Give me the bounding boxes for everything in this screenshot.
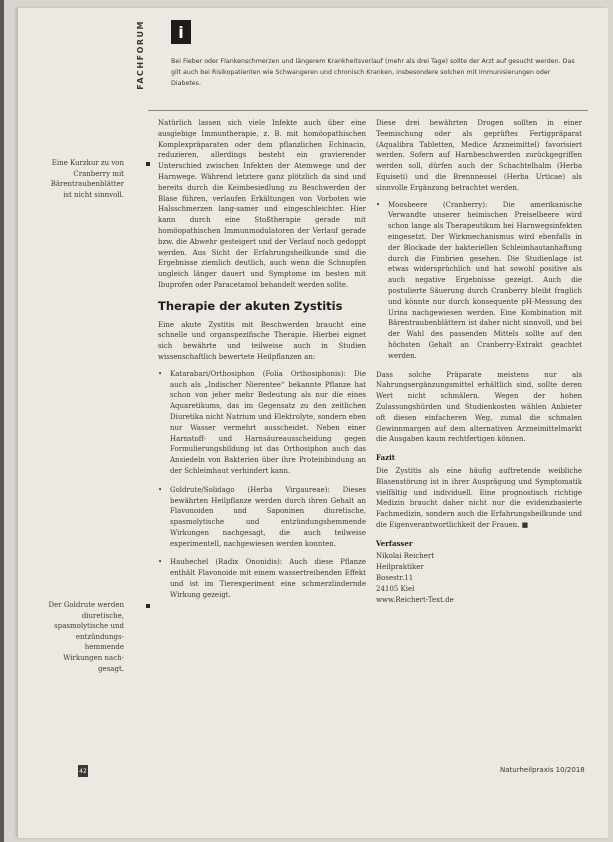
margin-marker (146, 604, 150, 608)
fazit-heading: Fazit (376, 453, 395, 463)
list-item: • Hauhechel (Radix Ononidis): Auch diese Pflanze enthält Flavonoide mit einem wassertreibenden Effekt und ist im Tierexperiment eine schmerzlindernde Wirkung gezeigt. (158, 557, 366, 600)
info-text: Bei Fieber oder Flankenschmerzen und längerem Krankheitsverlauf (mehr als drei Tage) sollte der Arzt auf gesucht werden. Das gilt auch bei Risikopatienten wie Schwangeren und chronisch Kranken, insbesondere solchen mit Immunisierungen oder Diabetes. (171, 58, 575, 87)
author-website[interactable]: www.Reichert-Text.de (376, 595, 454, 604)
author-name: Nikolai Reichert (376, 552, 435, 561)
paragraph: Natürlich lassen sich viele Infekte auch über eine ausgiebige Immuntherapie, z. B. mit homöopathischen Komplexpräparaten oder dem pflanzlichen Echinacin, reduzieren, allerdings besteht ein gravierender Unterschied zwischen Infekten der Atemwege und der Harnwege. Während letztere ganz plötzlich da sind und bereits durch die Keimbesiedlung zu Beschwerden der Blase führen, verlaufen Erkältungen von Vorboten wie Halsschmerzen lang-samer und eingeschleichter. Hier kann durch eine Stoßtherapie gerade mit homöopathischen Immunmodulatoren der Verlauf gerade bzw. die Abwehr gesteigert und der Verlauf noch gedoppt werden. Aus Sicht der Erfahrungsheilkunde sind die Ergebnisse ziemlich deutlich, auch wenn die Schnupfen ungleich länger dauert und Symptome im besten mit Ibuprofen oder Paracetamol behandelt werden sollte. (158, 119, 366, 289)
paragraph: Dass solche Präparate meistens nur als Nahrungsergänzungsmittel erhältlich sind, sollte deren Wert nicht schmälern. Wegen der hohen Zulassungshürden und Studienkosten wählen Anbieter oft diesen einfacheren Weg, zumal die schmalen Gewinnmargen auf dem alternativen Arzneimittelmarkt die Ausgaben kaum rechtfertigen können. (376, 370, 582, 444)
author-street: Bosestr.11 (376, 574, 414, 583)
page-number: 42 (78, 765, 88, 777)
paragraph: Diese drei bewährten Drogen sollten in einer Teemischung oder als geprüftes Fertigpräparat (Aqualibra Tabletten, Medice Arzneimittel) favorisiert werden. Sofern auf Harnbeschwerden zurückgegriffen werden soll, dürfen auch der Schachtelhalm (Herba Equiseti) und die Brennnessel (Herba Urticae) als sinnvolle Ergänzung betrachtet werden. (376, 119, 582, 192)
margin-note-cranberry: Eine Kurzkur zu von Cranberry mit Bärentraubenblätter ist nicht sinnvoll. (50, 159, 124, 199)
header-divider (148, 110, 588, 111)
binding-edge (0, 0, 4, 842)
info-icon: i (171, 20, 191, 44)
column-right (376, 118, 582, 605)
paragraph: Eine akute Zystitis mit Beschwerden braucht eine schnelle und organspezifische Therapie. Hierbei eignet sich bewährte und teilweise auch in Studien wissenschaftlich bewertete Heilpflanzen an: (158, 320, 366, 361)
section-label: FACHFORUM (136, 20, 145, 90)
herb-list (158, 369, 366, 601)
author-title: Heilpraktiker (376, 563, 424, 572)
section-heading: Therapie der akuten Zystitis (158, 298, 343, 313)
author-heading: Verfasser (376, 538, 413, 548)
margin-note-goldrute: Der Goldrute werden diuretische, spasmolytische und entzündungs-hemmende Wirkungen nach-gesagt. (48, 601, 124, 673)
paragraph: Die Zystitis als eine häufig auftretende weibliche Blasenstörung ist in ihrer Ausprägung und Symptomatik vielfältig und individuell. Eine prognostisch richtige Medizin braucht daher nicht nur die evidenzbasierte Fachmedizin, sondern auch die Erfahrungsheilkunde und die Eigenverantwortlichkeit der Frauen. ■ (376, 466, 582, 529)
author-city: 24105 Kiel (376, 584, 415, 593)
column-left (158, 118, 366, 609)
journal-name: Naturheilpraxis 10/2018 (500, 766, 585, 774)
list-item: • Goldrute/Solidago (Herba Virgaureae): Dieses bewährten Heilpflanze werden durch ihren Gehalt an Flavonoiden und Saponinen diuretische, spasmolytische und entzündungshemmende Wirkungen nachgesagt, die auch teilweise experimentell, nachgewiesen werden konnten. (158, 485, 366, 550)
margin-marker (146, 162, 150, 166)
list-item: • Moosbeere (Cranberry): Die amerikanische Verwandte unserer heimischen Preiselbeere wird schon lange als Therapeutikum bei Harnwegsinfekten eingesetzt. Der Wirkmechanismus wird ebenfalls in der Blockade der bakteriellen Schleimhautanhaftung durch die Fimbrien gesehen. Die Studienlage ist etwas widersprüchlich und hat sowohl positive als auch negative Ergebnisse gezeigt. Auch die postulierte Säuerung durch Cranberry bleibt fraglich und könnte nur durch konsequente pH-Messung des Urins nachgewiesen werden. Eine Kombination mit Bärentraubenblättern ist daher nicht sinnvoll, und bei der Wahl des passenden Mittels sollte auf den höchsten Gehalt an Cranberry-Extrakt geachtet werden. (376, 200, 582, 362)
list-item: • Katarabari/Orthosiphon (Folia Orthosiphonis): Die auch als „Indischer Nierentee“ bekannte Pflanze hat schon von jeher mehr Bedeutung als nur die eines Aquaretikums, das im Gegensatz zu den zeitlichen Diuretika nicht Natrium und Elektrolyte, sondern eben nur Wasser vermehrt ausscheidet. Neben einer Harnstoff- und Harnsäureausscheidung gegen Formulierungsbildung ist das Orthosiphon auch das Ansiedeln von Bakterien über ihre Proteinbindung an der Schleimhaut verhindert kann. (158, 369, 366, 477)
herb-list (376, 200, 582, 362)
